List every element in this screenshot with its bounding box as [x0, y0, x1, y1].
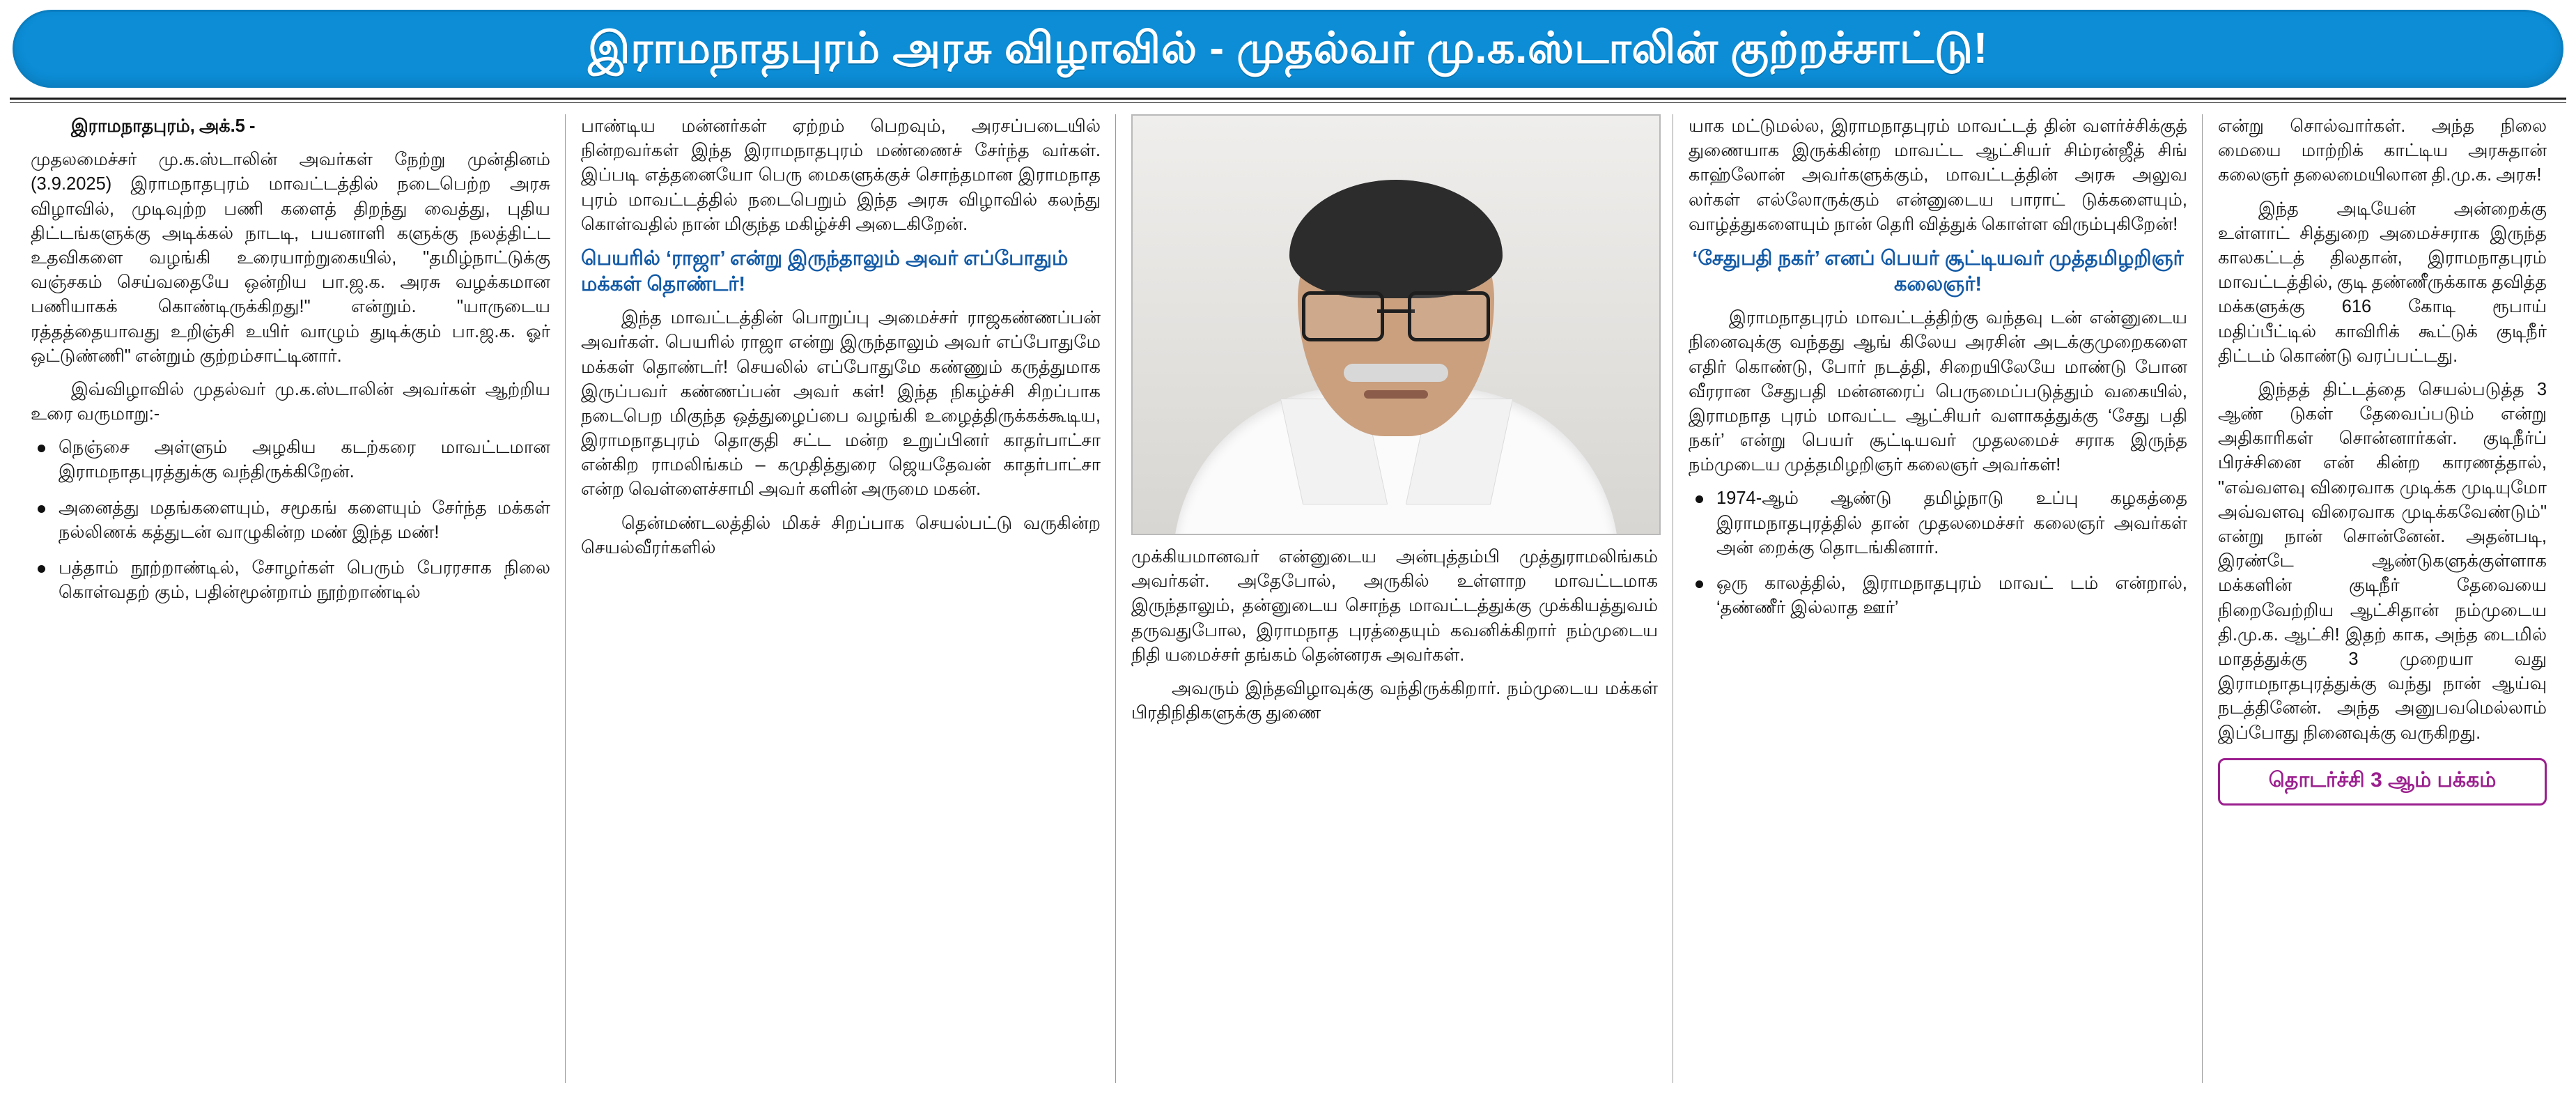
photo-block [1131, 114, 1658, 535]
portrait-photo [1131, 114, 1661, 535]
paragraph-dateline [31, 114, 550, 139]
list-item: ஒரு காலத்தில், இராமநாதபுரம் மாவட் டம் என்றால், ‘தண்ணீர் இல்லாத ஊர்’ [1716, 571, 2187, 620]
list-item: 1974-ஆம் ஆண்டு தமிழ்நாடு உப்பு கழகத்தை இராமநாதபுரத்தில் தான் முதலமைச்சர் கலைஞர் அவர்கள் அன் றைக்கு தொடங்கினார். [1716, 486, 2187, 560]
list-item: நெஞ்சை அள்ளும் அழகிய கடற்கரை மாவட்டமான இராமநாதபுரத்துக்கு வந்திருக்கிறேன். [59, 436, 550, 484]
header-rule [10, 98, 2566, 100]
paragraph-c4-2: இராமநாதபுரம் மாவட்டத்திற்கு வந்தவு டன் என்னுடைய நினைவுக்கு வந்தது ஆங் கிலேய அரசின் அடக்குமுறைகளை எதிர் கொண்டு, போர் நடத்தி, சிறையிலேயே மாண்டு போன வீரரான சேதுபதி மன்னரைப் பெருமைப்படுத்தும் வகையில், இராமநாத புரம் மாவட்ட ஆட்சியர் வளாகத்துக்கு ‘சேது பதி நகர்’ என்று பெயர் சூட்டியவர் முதலமைச் சராக இருந்த நம்முடைய முத்தமிழறிஞர் கலைஞர் அவர்கள்! [1689, 308, 2187, 475]
photo-lens-right [1408, 291, 1490, 341]
headline-bar [13, 10, 2563, 88]
glasses-icon [1302, 291, 1490, 336]
article-columns [15, 114, 2562, 1083]
column-4 [1673, 114, 2203, 1083]
photo-moustache [1344, 364, 1448, 382]
dateline: இராமநாதபுரம், அக்.5 - [71, 116, 256, 136]
paragraph-c2-3: தென்மண்டலத்தில் மிகச் சிறப்பாக செயல்பட்டு வருகின்ற செயல்வீரர்களில் [581, 513, 1101, 557]
paragraph-c3-1: அவரும் இந்தவிழாவுக்கு வந்திருக்கிறார். நம்முடைய மக்கள் பிரதிநிதிகளுக்கு துணை [1131, 678, 1658, 723]
subheading-raja: பெயரில் ‘ராஜா’ என்று இருந்தாலும் அவர் எப்போதும் மக்கள் தொண்டர்! [581, 247, 1069, 296]
photo-caption: முக்கியமானவர் என்னுடைய அன்புத்தம்பி முத்துராமலிங்கம் அவர்கள். அதேபோல், அருகில் உள்ளாற மாவட்டமாக இருந்தாலும், தன்னுடைய சொந்த மாவட்டத்துக்கு முக்கியத்துவம் தருவதுபோல, இராமநாத புரத்தையும் கவனிக்கிறார் நம்முடைய நிதி யமைச்சர் தங்கம் தென்னரசு அவர்கள். [1131, 547, 1658, 665]
paragraph-c4-1: யாக மட்டுமல்ல, இராமநாதபுரம் மாவட்டத் தின் வளர்ச்சிக்குத் துணையாக இருக்கின்ற மாவட்ட ஆட்சியர் சிம்ரன்ஜீத் சிங் காஹ்லோன் அவர்களுக்கும், மாவட்டத்தின் அரசு அலுவ லர்கள் எல்லோருக்கும் என்னுடைய பாராட் டுக்களையும், வாழ்த்துகளையும் நான் தெரி வித்துக் கொள்ள விரும்புகிறேன்! [1689, 116, 2187, 234]
bullet-list-c1 [31, 436, 550, 605]
photo-lens-left [1302, 291, 1384, 341]
bullet-list-c4 [1689, 486, 2187, 620]
paragraph-c1-2: இவ்விழாவில் முதல்வர் மு.க.ஸ்டாலின் அவர்கள் ஆற்றிய உரை வருமாறு:- [31, 379, 550, 424]
column-2 [566, 114, 1116, 1083]
paragraph-c1-1: முதலமைச்சர் மு.க.ஸ்டாலின் அவர்கள் நேற்று முன்தினம் (3.9.2025) இராமநாதபுரம் மாவட்டத்தில் நடைபெற்ற அரசு விழாவில், முடிவுற்ற பணி களைத் திறந்து வைத்து, புதிய திட்டங்களுக்கு அடிக்கல் நாடடி, பயனாளி களுக்கு நலத்திட்ட உதவிகளை வழங்கி உரையாற்றுகையில், "தமிழ்நாட்டுக்கு வஞ்சகம் செய்வதையே ஒன்றிய பா.ஜ.க. அரசு வழக்கமான பணியாகக் கொண்டிருக்கிறது!" என்றும். "யாருடைய ரத்தத்தையாவது உறிஞ்சி உயிர் வாழும் துடிக்கும் பா.ஜ.க. ஓர் ஒட்டுண்ணி" என்றும் குற்றம்சாட்டினார். [31, 150, 550, 366]
column-1 [15, 114, 566, 1083]
paragraph-c2-1: பாண்டிய மன்னர்கள் ஏற்றம் பெறவும், அரசப்படையில் நின்றவர்கள் இந்த இராமநாதபுரம் மண்ணைச் சேர்ந்த வர்கள். இப்படி எத்தனையோ பெரு மைகளுக்குச் சொந்தமான இராமநாத புரம் மாவட்டத்தில் நடைபெறும் இந்த அரசு விழாவில் கலந்து கொள்வதில் நான் மிகுந்த மகிழ்ச்சி அடைகிறேன். [581, 116, 1101, 234]
list-item: பத்தாம் நூற்றாண்டில், சோழர்கள் பெரும் பேரரசாக நிலை கொள்வதற் கும், பதின்மூன்றாம் நூற்றாண்டில் [59, 556, 550, 605]
photo-lips [1364, 390, 1428, 399]
column-3 [1116, 114, 1673, 1083]
paragraph-c5-3: இந்தத் திட்டத்தை செயல்படுத்த 3 ஆண் டுகள் தேவைப்படும் என்று அதிகாரிகள் சொன்னார்கள். குடிநீர்ப் பிரச்சினை என் கின்ற காரணத்தால், "எவ்வளவு விரைவாக முடிக்க முடியுமோ அவ்வளவு விரைவாக முடிக்கவேண்டும்" என்று நான் சொன்னேன். அதன்படி, இரண்டே ஆண்டுகளுக்குள்ளாக மக்களின் குடிநீர் தேவையை நிறைவேற்றிய ஆட்சிதான் நம்முடைய தி.மு.க. ஆட்சி! இதற் காக, அந்த டைமில் மாதத்துக்கு 3 முறையா வது இராமநாதபுரத்துக்கு வந்து நான் ஆய்வு நடத்தினேன். அந்த அனுபவமெல்லாம் இப்போது நினைவுக்கு வருகிறது. [2218, 379, 2547, 743]
page-title: இராமநாதபுரம் அரசு விழாவில் - முதல்வர் மு.க.ஸ்டாலின் குற்றச்சாட்டு! [588, 24, 1988, 73]
paragraph-c2-2: இந்த மாவட்டத்தின் பொறுப்பு அமைச்சர் ராஜகண்ணப்பன் அவர்கள். பெயரில் ராஜா என்று இருந்தாலும் அவர் எப்போதுமே மக்கள் தொண்டர்! செயலில் எப்போதுமே கண்ணும் கருத்துமாக இருப்பவர் கண்ணப்பன் அவர் கள்! இந்த நிகழ்ச்சி சிறப்பாக நடைபெற மிகுந்த ஒத்துழைப்பை வழங்கி உழைத்திருக்கக்கூடிய, இராமநாதபுரம் தொகுதி சட்ட மன்ற உறுப்பினர் காதர்பாட்சா என்கிற ராமலிங்கம் – கமுதித்துரை ஜெயதேவன் காதர்பாட்சா என்ற வெள்ளைச்சாமி அவர் களின் அருமை மகன். [581, 308, 1101, 500]
headline-banner [13, 10, 2563, 88]
column-5 [2203, 114, 2562, 1083]
paragraph-c5-1: என்று சொல்வார்கள். அந்த நிலை மையை மாற்றிக் காட்டிய அரசுதான் கலைஞர் தலைமையிலான தி.மு.க. அரசு! [2218, 116, 2547, 185]
list-item: அனைத்து மதங்களையும், சமூகங் களையும் சேர்ந்த மக்கள் நல்லிணக் கத்துடன் வாழுகின்ற மண் இந்த மண்! [59, 496, 550, 545]
subheading-sethupathi: ‘சேதுபதி நகர்’ எனப் பெயர் சூட்டியவர் முத்தமிழறிஞர் கலைஞர்! [1692, 247, 2184, 296]
header-rule-thin [10, 102, 2566, 103]
paragraph-c5-2: இந்த அடியேன் அன்றைக்கு உள்ளாட் சித்துறை அமைச்சராக இருந்த காலகட்டத் திலதான், இராமநாதபுரம் மாவட்டத்தில், குடி தண்ணீருக்காக தவித்த மக்களுக்கு 616 கோடி ரூபாய் மதிப்பீட்டில் காவிரிக் கூட்டுக் குடிநீர் திட்டம் கொண்டு வரப்பட்டது. [2218, 199, 2547, 366]
continuation-badge[interactable]: தொடர்ச்சி 3 ஆம் பக்கம் [2218, 758, 2547, 806]
